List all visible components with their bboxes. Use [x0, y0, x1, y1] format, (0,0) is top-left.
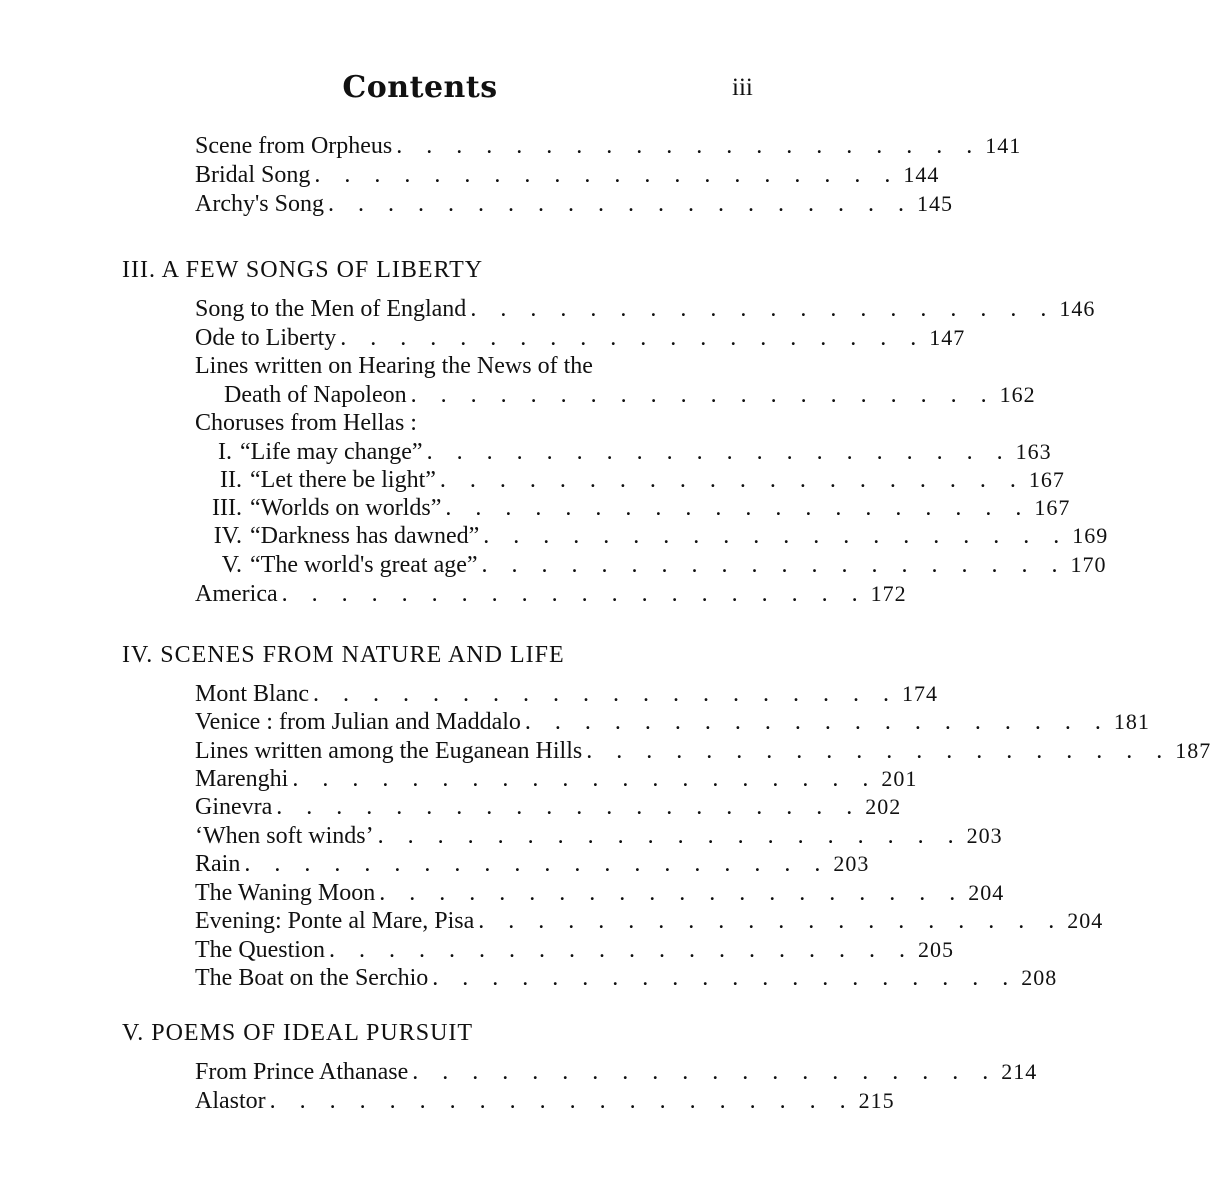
- toc-entry: Ginevra . . . . . . . . . . . . . . . . . . . . 202: [195, 794, 902, 820]
- toc-entry-first-line: Lines written on Hearing the News of the: [195, 353, 593, 379]
- toc-entry: Lines written among the Euganean Hills . . . . . . . . . . . . . . . . . . . . 187: [195, 738, 1211, 764]
- toc-entry: V. “The world's great age” . . . . . . . . . . . . . . . . . . . . 170: [221, 552, 1107, 578]
- section-heading: IV. SCENES FROM NATURE AND LIFE: [122, 642, 565, 668]
- toc-entry: Bridal Song . . . . . . . . . . . . . . . . . . . . 144: [195, 162, 940, 188]
- toc-entry: Marenghi . . . . . . . . . . . . . . . . . . . . 201: [195, 766, 918, 792]
- page-title: Contents: [342, 70, 498, 105]
- toc-entry: I. “Life may change” . . . . . . . . . . . . . . . . . . . . 163: [218, 439, 1052, 465]
- section-heading: V. POEMS OF IDEAL PURSUIT: [122, 1020, 474, 1046]
- page-number: iii: [732, 74, 753, 101]
- toc-entry: Venice : from Julian and Maddalo . . . . . . . . . . . . . . . . . . . . 181: [195, 709, 1150, 735]
- toc-entry: Evening: Ponte al Mare, Pisa . . . . . . . . . . . . . . . . . . . . 204: [195, 908, 1104, 934]
- toc-entry: America . . . . . . . . . . . . . . . . . . . . 172: [195, 581, 907, 607]
- toc-entry: ‘When soft winds’ . . . . . . . . . . . . . . . . . . . . 203: [195, 823, 1003, 849]
- section-heading: III. A FEW SONGS OF LIBERTY: [122, 257, 484, 283]
- subsection-label: Choruses from Hellas :: [195, 410, 417, 436]
- toc-entry: Song to the Men of England . . . . . . . . . . . . . . . . . . . . 146: [195, 296, 1096, 322]
- toc-entry: The Question . . . . . . . . . . . . . . . . . . . . 205: [195, 937, 954, 963]
- toc-entry: Alastor . . . . . . . . . . . . . . . . . . . . 215: [195, 1088, 895, 1114]
- toc-entry: Death of Napoleon . . . . . . . . . . . . . . . . . . . . 162: [224, 382, 1036, 408]
- toc-entry: Scene from Orpheus . . . . . . . . . . . . . . . . . . . . 141: [195, 133, 1022, 159]
- toc-entry: The Waning Moon . . . . . . . . . . . . . . . . . . . . 204: [195, 880, 1005, 906]
- toc-entry: III. “Worlds on worlds” . . . . . . . . . . . . . . . . . . . . 167: [212, 495, 1071, 521]
- toc-entry: Archy's Song . . . . . . . . . . . . . . . . . . . . 145: [195, 191, 953, 217]
- toc-entry: IV. “Darkness has dawned” . . . . . . . . . . . . . . . . . . . . 169: [213, 523, 1109, 549]
- toc-entry: II. “Let there be light” . . . . . . . . . . . . . . . . . . . . 167: [220, 467, 1065, 493]
- toc-entry: Mont Blanc . . . . . . . . . . . . . . . . . . . . 174: [195, 681, 938, 707]
- toc-entry: Ode to Liberty . . . . . . . . . . . . . . . . . . . . 147: [195, 325, 966, 351]
- toc-entry: From Prince Athanase . . . . . . . . . . . . . . . . . . . . 214: [195, 1059, 1038, 1085]
- toc-entry: Rain . . . . . . . . . . . . . . . . . . . . 203: [195, 851, 870, 877]
- toc-entry: The Boat on the Serchio . . . . . . . . . . . . . . . . . . . . 208: [195, 965, 1058, 991]
